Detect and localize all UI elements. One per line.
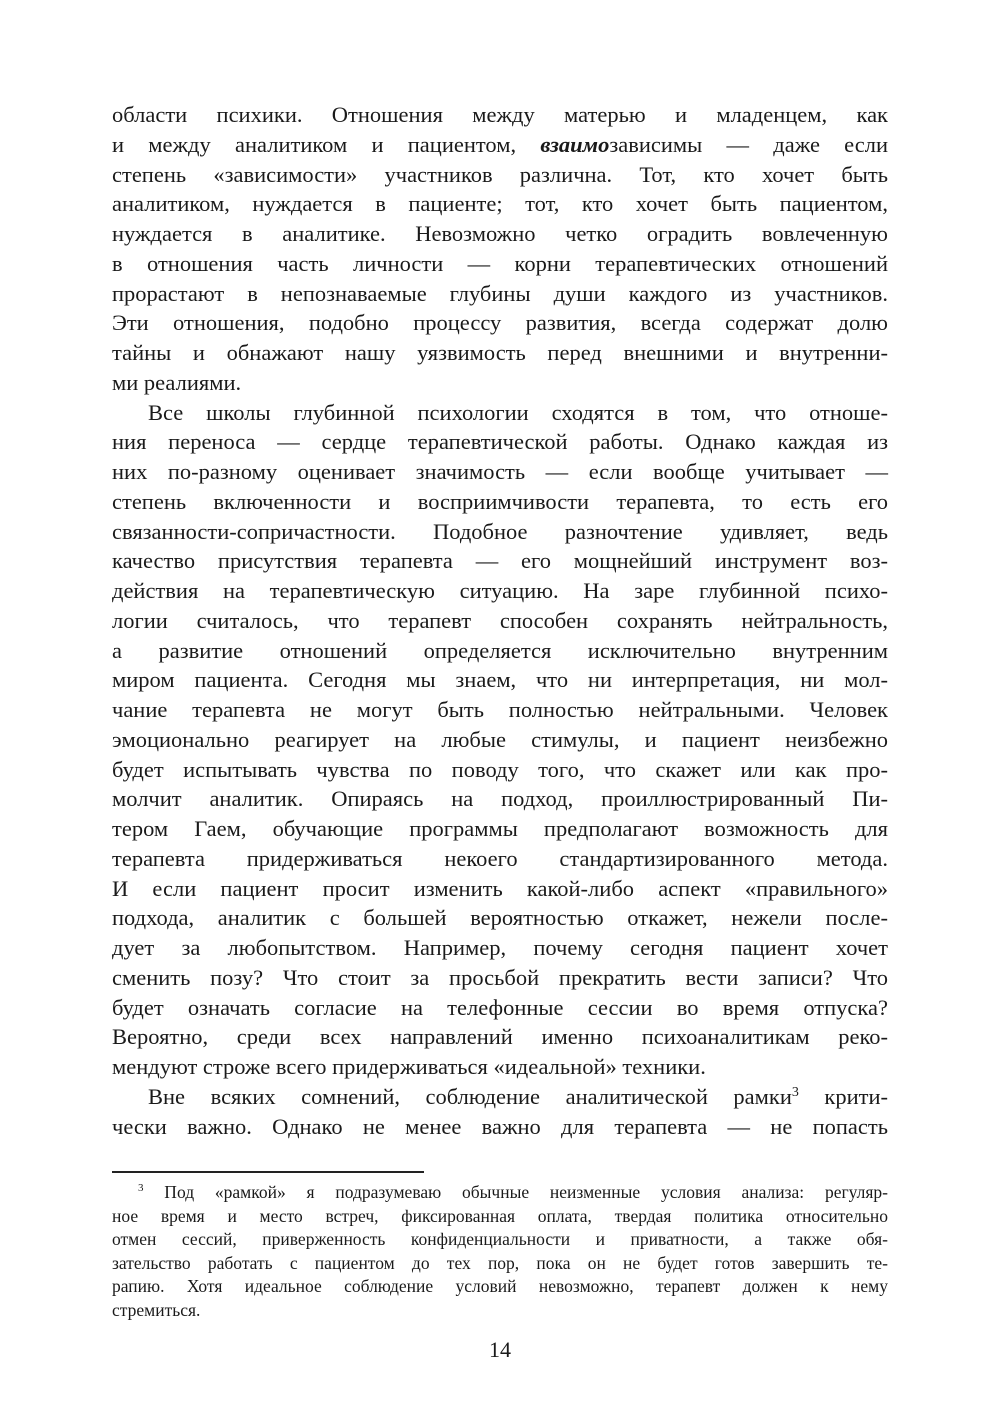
footnote-divider xyxy=(112,1171,424,1173)
text-segment: рапию. Хотя идеальное соблюдение условий невозможно, терапевт должен к нему xyxy=(112,1276,888,1297)
text-line xyxy=(112,130,888,160)
text-line xyxy=(112,487,888,517)
text-segment: в отношения часть личности — корни терапевтических отношений xyxy=(112,250,888,276)
text-segment: а развитие отношений определяется исключительно внутренним xyxy=(112,637,888,663)
text-segment: сменить позу? Что стоит за просьбой прекратить вести записи? Что xyxy=(112,964,888,990)
text-segment: дует за любопытством. Например, почему сегодня пациент хочет xyxy=(112,935,888,960)
text-segment: качество присутствия терапевта — его мощнейший инструмент воз- xyxy=(112,548,888,574)
text-segment: чание терапевта не могут быть полностью нейтральными. Человек xyxy=(112,697,888,722)
text-line xyxy=(112,249,888,279)
text-segment: мендуют строже всего придерживаться «идеальной» техники. xyxy=(112,1054,706,1079)
text-segment: них по-разному оценивает значимость — если вообще учитывает — xyxy=(112,459,888,484)
text-line xyxy=(112,755,888,785)
text-line xyxy=(112,1022,888,1052)
text-segment: связанности-сопричастности. Подобное разночтение удивляет, ведь xyxy=(112,518,888,544)
text-segment: степень «зависимости» участников различна. Тот, кто хочет быть xyxy=(112,161,888,187)
text-line xyxy=(112,576,888,606)
footnote-marker: 3 xyxy=(791,1084,799,1100)
text-line xyxy=(112,160,888,190)
text-line xyxy=(112,279,888,309)
text-line xyxy=(112,1252,888,1276)
text-line xyxy=(112,517,888,547)
text-segment: Все школы глубинной психологии сходятся в том, что отноше- xyxy=(148,399,888,425)
text-segment: тайны и обнажают нашу уязвимость перед внешними и внутренни- xyxy=(112,340,888,365)
text-segment: зательство работать с пациентом до тех пор, пока он не будет готов завершить те- xyxy=(112,1252,888,1273)
text-line xyxy=(112,219,888,249)
text-segment: эмоционально реагирует на любые стимулы, и пациент неизбежно xyxy=(112,726,888,752)
text-line xyxy=(112,1181,888,1205)
text-line xyxy=(112,903,888,933)
text-segment: действия на терапевтическую ситуацию. На заре глубинной психо- xyxy=(112,578,888,603)
text-line xyxy=(112,457,888,487)
text-line xyxy=(112,814,888,844)
text-line xyxy=(112,1082,888,1112)
text-segment: ное время и место встреч, фиксированная оплата, твердая политика относительно xyxy=(112,1205,888,1226)
text-segment: ми реалиями. xyxy=(112,369,242,395)
text-segment: ния переноса — сердце терапевтической работы. Однако каждая из xyxy=(112,429,888,455)
text-segment: зависимы — даже если xyxy=(609,131,888,157)
text-line xyxy=(112,398,888,428)
footnote-marker: 3 xyxy=(138,1182,144,1194)
text-segment: тером Гаем, обучающие программы предполагают возможность для xyxy=(112,816,888,841)
text-line xyxy=(112,338,888,368)
text-segment: терапевта придерживаться некоего стандартизированного метода. xyxy=(112,845,888,871)
emphasized-text: взаимо xyxy=(540,131,610,157)
text-line xyxy=(112,189,888,219)
text-segment: будет означать согласие на телефонные сессии во время отпуска? xyxy=(112,994,888,1020)
text-segment: Эти отношения, подобно процессу развития, всегда содержат долю xyxy=(112,310,888,336)
text-segment: чески важно. Однако не менее важно для терапевта — не попасть xyxy=(112,1113,888,1139)
text-line xyxy=(112,1275,888,1299)
text-line xyxy=(112,1112,888,1142)
text-line xyxy=(112,636,888,666)
text-line xyxy=(112,546,888,576)
text-line xyxy=(112,933,888,963)
text-line xyxy=(112,368,888,398)
text-segment: стремиться. xyxy=(112,1299,201,1320)
text-segment: области психики. Отношения между матерью и младенцем, как xyxy=(112,102,888,127)
text-segment: будет испытывать чувства по поводу того, что скажет или как про- xyxy=(112,756,888,782)
text-segment: Под «рамкой» я подразумеваю обычные неизменные условия анализа: регуляр- xyxy=(143,1182,888,1202)
text-line xyxy=(112,725,888,755)
text-segment: молчит аналитик. Опираясь на подход, проиллюстрированный Пи- xyxy=(112,786,888,812)
paragraph xyxy=(112,398,888,1082)
text-line xyxy=(112,784,888,814)
text-line xyxy=(112,427,888,457)
text-line xyxy=(112,665,888,695)
text-line xyxy=(112,606,888,636)
text-segment: отмен сессий, приверженность конфиденциальности и приватности, а также обя- xyxy=(112,1229,888,1250)
text-segment: логии считалось, что терапевт способен сохранять нейтральность, xyxy=(112,607,888,633)
text-line xyxy=(112,695,888,725)
text-segment: степень включенности и восприимчивости терапевта, то есть его xyxy=(112,488,888,514)
body-text xyxy=(112,100,888,1141)
text-segment: Вероятно, среди всех направлений именно психоаналитикам реко- xyxy=(112,1024,888,1050)
text-line xyxy=(112,844,888,874)
text-line xyxy=(112,874,888,904)
text-line xyxy=(112,100,888,130)
text-line xyxy=(112,308,888,338)
text-line xyxy=(112,993,888,1023)
text-segment: подхода, аналитик с большей вероятностью откажет, нежели после- xyxy=(112,905,888,931)
text-segment: миром пациента. Сегодня мы знаем, что ни интерпретация, ни мол- xyxy=(112,667,888,693)
footnote xyxy=(112,1181,888,1323)
text-segment: и между аналитиком и пациентом, xyxy=(112,131,541,157)
text-segment: Вне всяких сомнений, соблюдение аналитической рамки xyxy=(148,1083,792,1109)
text-segment: крити- xyxy=(798,1083,888,1109)
text-line xyxy=(112,1052,888,1082)
text-line xyxy=(112,1228,888,1252)
page-number: 14 xyxy=(489,1337,511,1362)
text-segment: прорастают в непознаваемые глубины души каждого из участников. xyxy=(112,280,888,306)
text-segment: аналитиком, нуждается в пациенте; тот, кто хочет быть пациентом, xyxy=(112,191,888,217)
text-segment: И если пациент просит изменить какой-либо аспект «правильного» xyxy=(112,875,888,901)
text-segment: нуждается в аналитике. Невозможно четко оградить вовлеченную xyxy=(112,221,888,246)
paragraph xyxy=(112,1082,888,1142)
text-line xyxy=(112,963,888,993)
text-line xyxy=(112,1299,888,1323)
text-line xyxy=(112,1205,888,1229)
paragraph xyxy=(112,100,888,398)
